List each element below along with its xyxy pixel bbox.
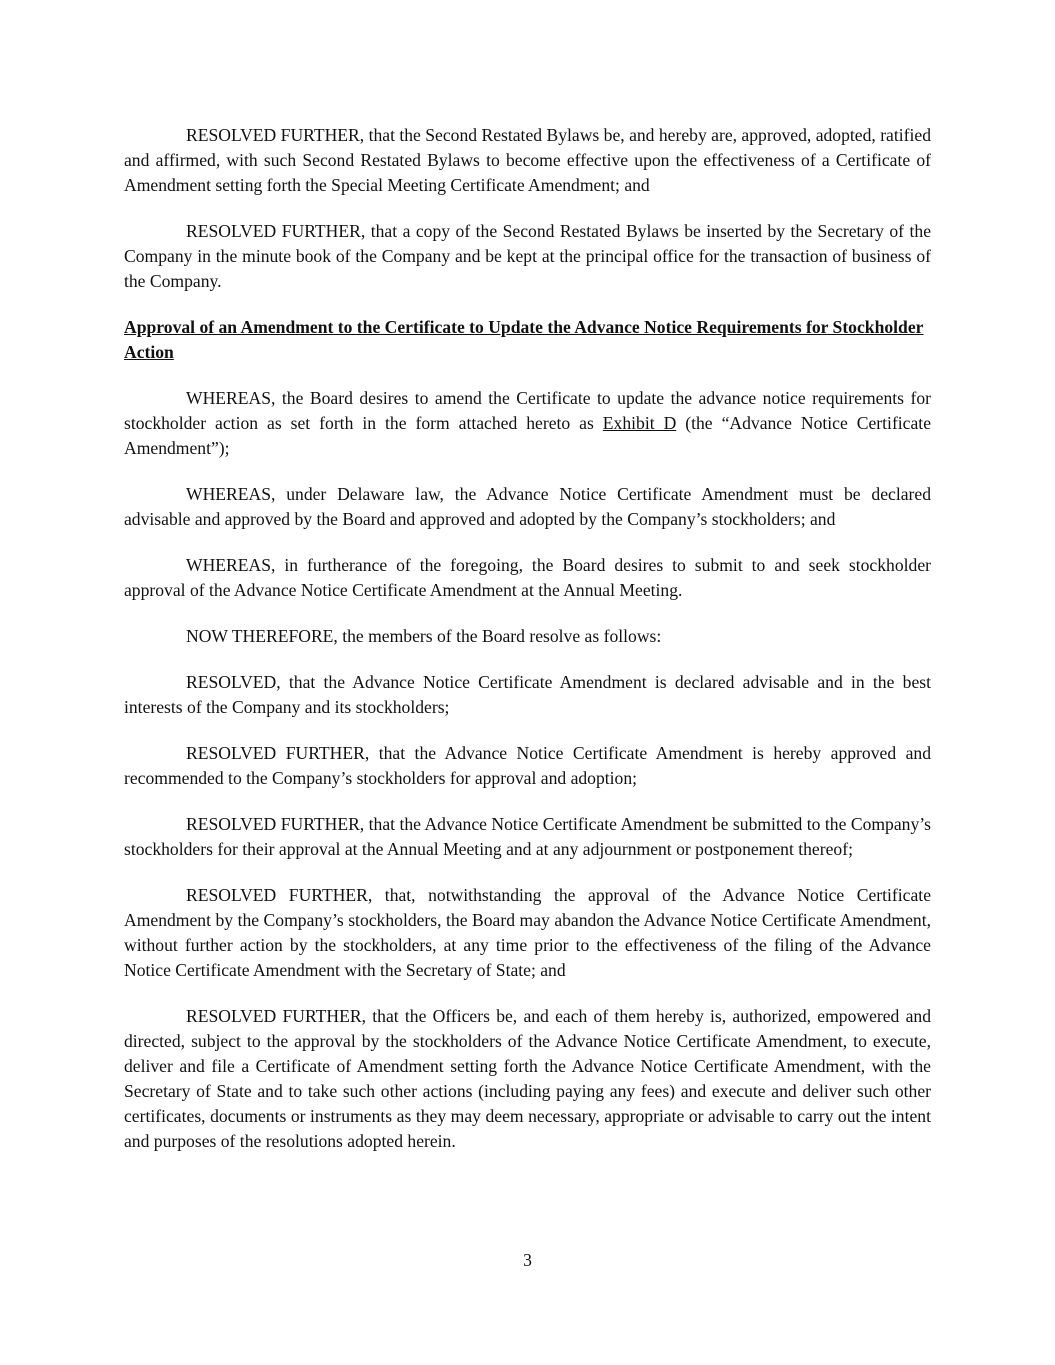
- resolved-abandon-paragraph: RESOLVED FURTHER, that, notwithstanding the approval of the Advance Notice Certificate Amendment by the Company’s stockholders, the Board may abandon the Advance Notice Certificate Amendment, without further action by the stockholders, at any time prior to the effectiveness of the filing of the Advance Notice Certificate Amendment with the Secretary of State; and: [124, 885, 931, 980]
- resolved-copy-bylaws-paragraph: RESOLVED FURTHER, that a copy of the Second Restated Bylaws be inserted by the Secretary of the Company in the minute book of the Company and be kept at the principal office for the transaction of business of the Company.: [124, 221, 931, 291]
- exhibit-d-reference: Exhibit D: [602, 413, 677, 433]
- resolved-second-restated-bylaws-paragraph: RESOLVED FURTHER, that the Second Restated Bylaws be, and hereby are, approved, adopted, ratified and affirmed, with such Second Restated Bylaws to become effective upon the effectiveness of a Certificate of Amendment setting forth the Special Meeting Certificate Amendment; and: [124, 125, 931, 195]
- now-therefore-paragraph: NOW THEREFORE, the members of the Board resolve as follows:: [186, 626, 662, 646]
- section-heading: Approval of an Amendment to the Certificate to Update the Advance Notice Requirements for Stockholder Action: [124, 317, 924, 362]
- resolved-advisable-paragraph: RESOLVED, that the Advance Notice Certificate Amendment is declared advisable and in the best interests of the Company and its stockholders;: [124, 672, 931, 717]
- resolved-officers-authorized-paragraph: RESOLVED FURTHER, that the Officers be, and each of them hereby is, authorized, empowered and directed, subject to the approval by the stockholders of the Advance Notice Certificate Amendment, to execute, deliver and file a Certificate of Amendment setting forth the Advance Notice Certificate Amendment, with the Secretary of State and to take such other actions (including paying any fees) and execute and deliver such other certificates, documents or instruments as they may deem necessary, appropriate or advisable to carry out the intent and purposes of the resolutions adopted herein.: [124, 1006, 931, 1151]
- page-number: 3: [523, 1250, 532, 1270]
- whereas-text-after: (the “Advance Notice Certificate Amendment”);: [124, 413, 932, 458]
- resolved-submitted-paragraph: RESOLVED FURTHER, that the Advance Notice Certificate Amendment be submitted to the Company’s stockholders for their approval at the Annual Meeting and at any adjournment or postponement thereof;: [124, 814, 931, 859]
- resolved-approved-recommended-paragraph: RESOLVED FURTHER, that the Advance Notice Certificate Amendment is hereby approved and recommended to the Company’s stockholders for approval and adoption;: [124, 743, 931, 788]
- whereas-text-before: WHEREAS, the Board desires to amend the Certificate to update the advance notice requirements for stockholder action as set forth in the form attached hereto as: [124, 388, 931, 433]
- document-page: [124, 123, 931, 1175]
- whereas-furtherance-paragraph: WHEREAS, in furtherance of the foregoing, the Board desires to submit to and seek stockholder approval of the Advance Notice Certificate Amendment at the Annual Meeting.: [124, 555, 931, 600]
- whereas-amend-certificate-paragraph: [124, 386, 931, 461]
- whereas-delaware-law-paragraph: WHEREAS, under Delaware law, the Advance Notice Certificate Amendment must be declared advisable and approved by the Board and approved and adopted by the Company’s stockholders; and: [124, 484, 931, 529]
